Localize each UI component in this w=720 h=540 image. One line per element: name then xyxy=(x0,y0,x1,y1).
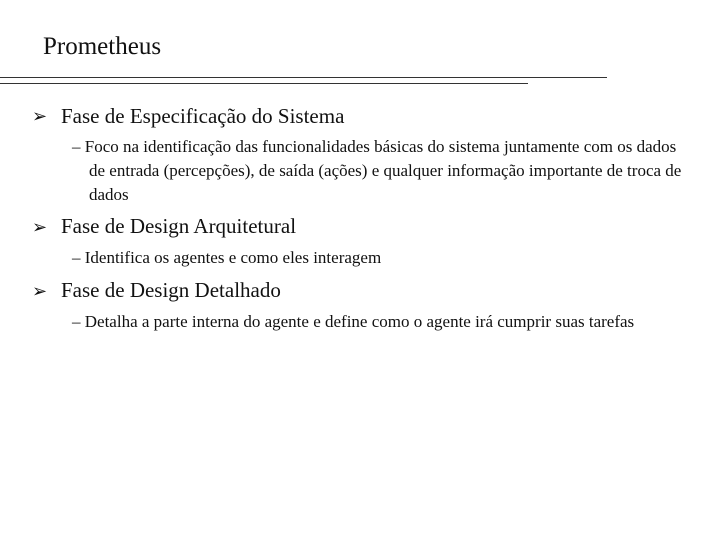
title-underline-top xyxy=(0,77,607,78)
section-detail xyxy=(72,135,682,207)
section-detail xyxy=(72,310,682,334)
section-detail xyxy=(72,246,682,270)
right-arrowhead-icon: ➢ xyxy=(32,217,48,238)
section-heading: Fase de Design Detalhado xyxy=(61,278,281,302)
section-heading: Fase de Design Arquitetural xyxy=(61,214,297,238)
section-heading: Fase de Especificação do Sistema xyxy=(61,104,345,128)
right-arrowhead-icon: ➢ xyxy=(32,106,48,127)
right-arrowhead-icon: ➢ xyxy=(32,281,48,302)
title-underline-bottom xyxy=(0,83,528,84)
section-detail-text: – Identifica os agentes e como eles interagem xyxy=(72,248,382,267)
section-detail-text: – Detalha a parte interna do agente e define como o agente irá cumprir suas tarefas xyxy=(72,312,635,331)
section-detail-text: – Foco na identificação das funcionalidades básicas do sistema juntamente com os dados de entrada (percepções), de saída (ações) e qualquer informação importante de troca de dados xyxy=(72,137,682,204)
slide-title: Prometheus xyxy=(43,33,162,60)
